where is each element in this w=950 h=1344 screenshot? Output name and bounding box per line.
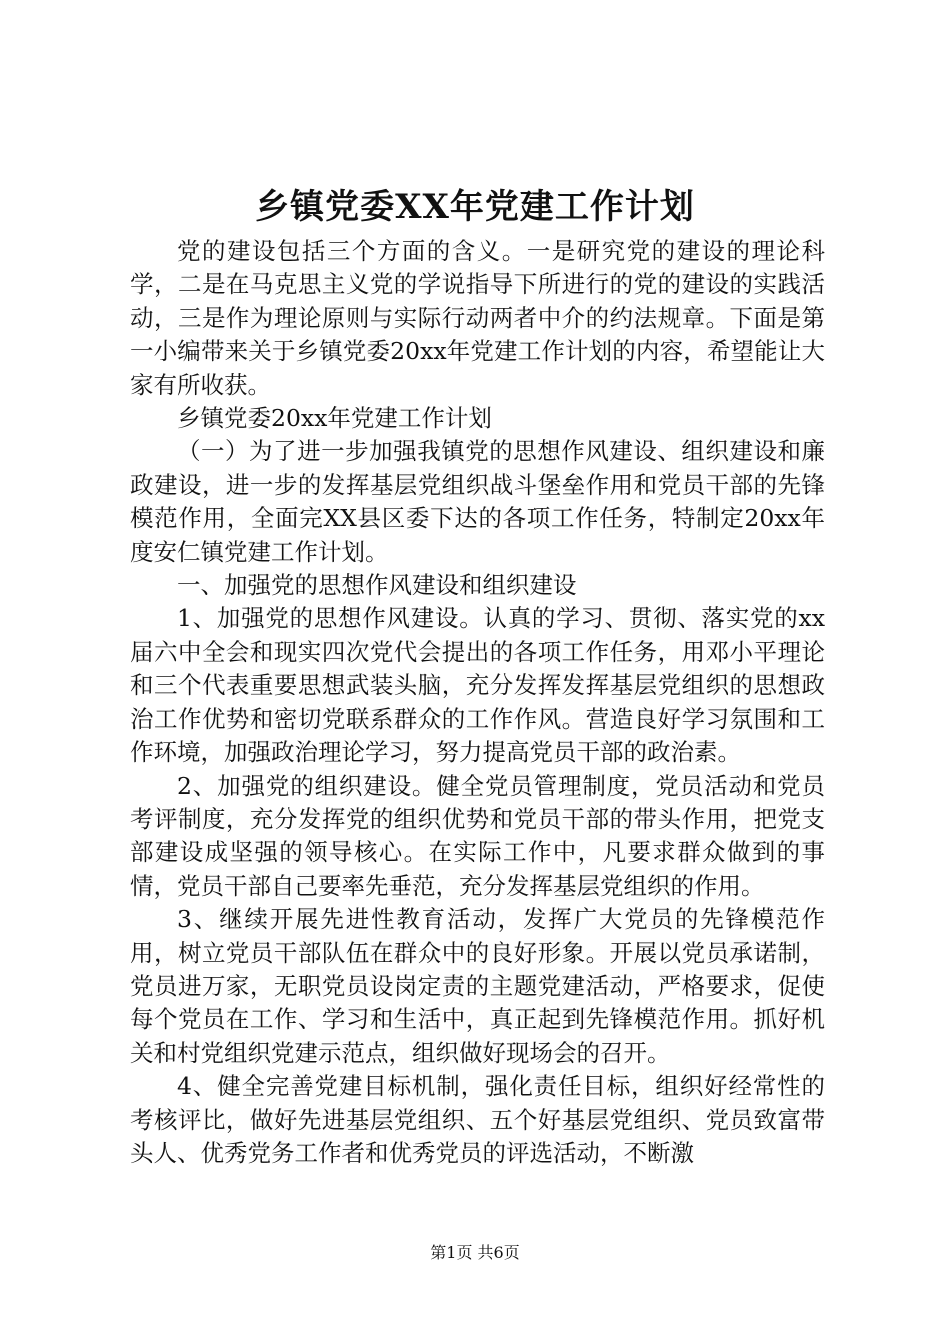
- item-two-paragraph: 2、加强党的组织建设。健全党员管理制度，党员活动和党员考评制度，充分发挥党的组织优势和党员干部的带头作用，把党支部建设成坚强的领导核心。在实际工作中，凡要求群众做到的事情，党员干部自己要率先垂范，充分发挥基层党组织的作用。: [130, 771, 825, 900]
- section-one-intro-paragraph: （一）为了进一步加强我镇党的思想作风建设、组织建设和廉政建设，进一步的发挥基层党组织战斗堡垒作用和党员干部的先锋模范作用，全面完XX县区委下达的各项工作任务，特制定20xx年度安仁镇党建工作计划。: [130, 437, 825, 566]
- section-heading-paragraph: 一、加强党的思想作风建设和组织建设: [177, 571, 577, 600]
- item-three-paragraph: 3、继续开展先进性教育活动，发挥广大党员的先锋模范作用，树立党员干部队伍在群众中的良好形象。开展以党员承诺制，党员进万家，无职党员设岗定责的主题党建活动，严格要求，促使每个党员在工作、学习和生活中，真正起到先锋模范作用。抓好机关和村党组织党建示范点，组织做好现场会的召开。: [130, 905, 825, 1067]
- page-number-footer: 第1页 共6页: [430, 1243, 520, 1262]
- document-body: [130, 235, 825, 1170]
- intro-paragraph: 党的建设包括三个方面的含义。一是研究党的建设的理论科学，二是在马克思主义党的学说指导下所进行的党的建设的实践活动，三是作为理论原则与实际行动两者中介的约法规章。下面是第一小编带来关于乡镇党委20xx年党建工作计划的内容，希望能让大家有所收获。: [130, 237, 825, 399]
- item-one-paragraph: 1、加强党的思想作风建设。认真的学习、贯彻、落实党的xx届六中全会和现实四次党代会提出的各项工作任务，用邓小平理论和三个代表重要思想武装头脑，充分发挥发挥基层党组织的思想政治工作优势和密切党联系群众的工作作风。营造良好学习氛围和工作环境，加强政治理论学习，努力提高党员干部的政治素。: [130, 604, 825, 767]
- item-four-paragraph: 4、健全完善党建目标机制，强化责任目标，组织好经常性的考核评比，做好先进基层党组织、五个好基层党组织、党员致富带头人、优秀党务工作者和优秀党员的评选活动，不断激: [130, 1072, 825, 1167]
- document-title: 乡镇党委XX年党建工作计划: [255, 187, 695, 227]
- plan-heading-paragraph: 乡镇党委20xx年党建工作计划: [177, 404, 492, 433]
